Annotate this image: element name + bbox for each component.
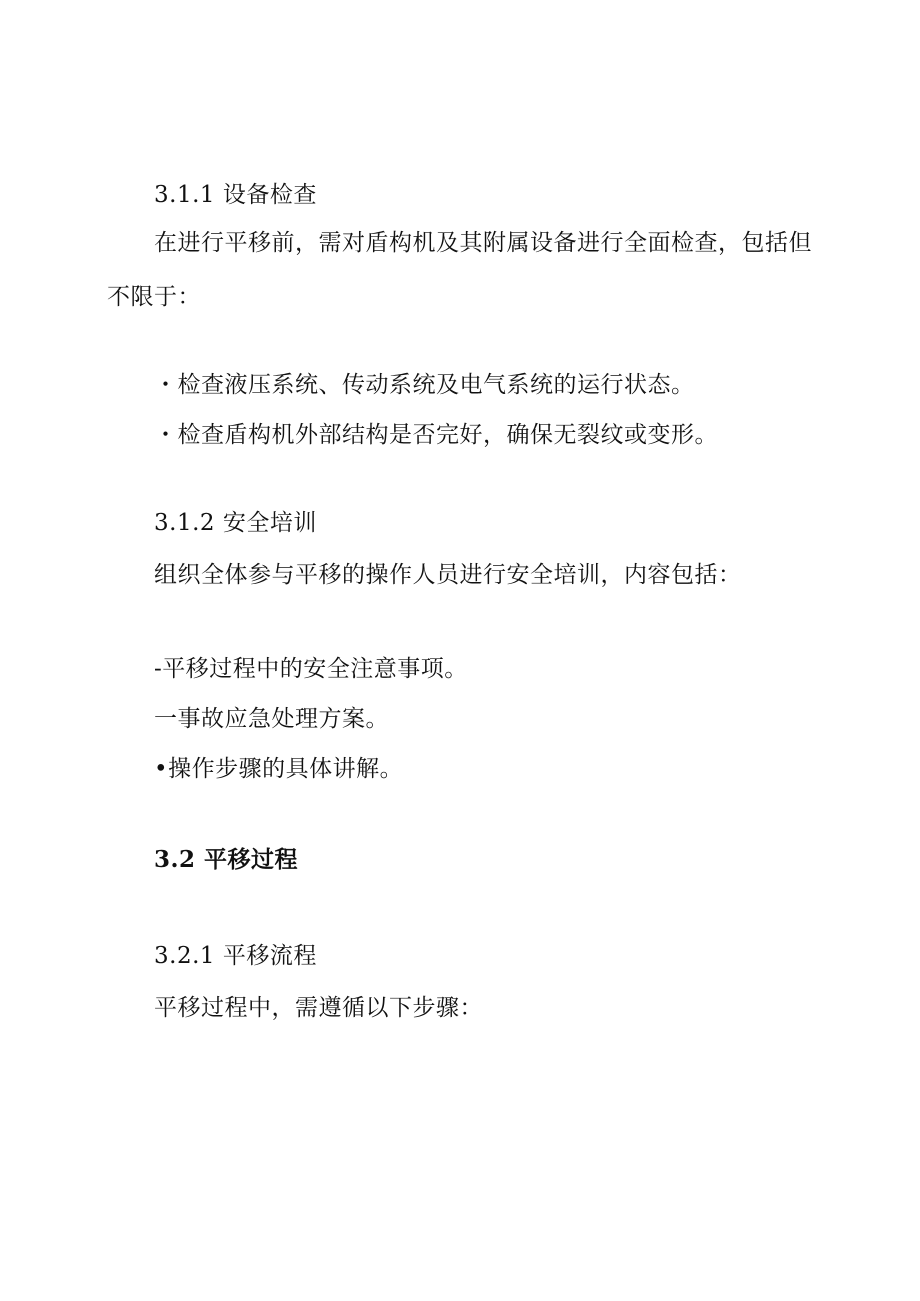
paragraph-line: 平移过程中，需遵循以下步骤： [154, 995, 483, 1021]
list-item: •操作步骤的具体讲解。 [154, 756, 404, 782]
list-item: -平移过程中的安全注意事项。 [154, 656, 468, 682]
section-heading-3-1-1: 3.1.1 设备检查 [154, 182, 317, 208]
paragraph-line: 组织全体参与平移的操作人员进行安全培训，内容包括： [154, 562, 742, 588]
list-item: ・检查液压系统、传动系统及电气系统的运行状态。 [154, 372, 695, 398]
section-heading-3-2-1: 3.2.1 平移流程 [154, 943, 317, 969]
list-item: 一事故应急处理方案。 [154, 706, 389, 732]
section-heading-3-2: 3.2 平移过程 [154, 846, 299, 873]
paragraph-line: 在进行平移前，需对盾构机及其附属设备进行全面检查，包括但 [154, 230, 812, 256]
section-heading-3-1-2: 3.1.2 安全培训 [154, 510, 317, 536]
list-item: ・检查盾构机外部结构是否完好，确保无裂纹或变形。 [154, 422, 718, 448]
paragraph-line: 不限于： [107, 284, 201, 310]
